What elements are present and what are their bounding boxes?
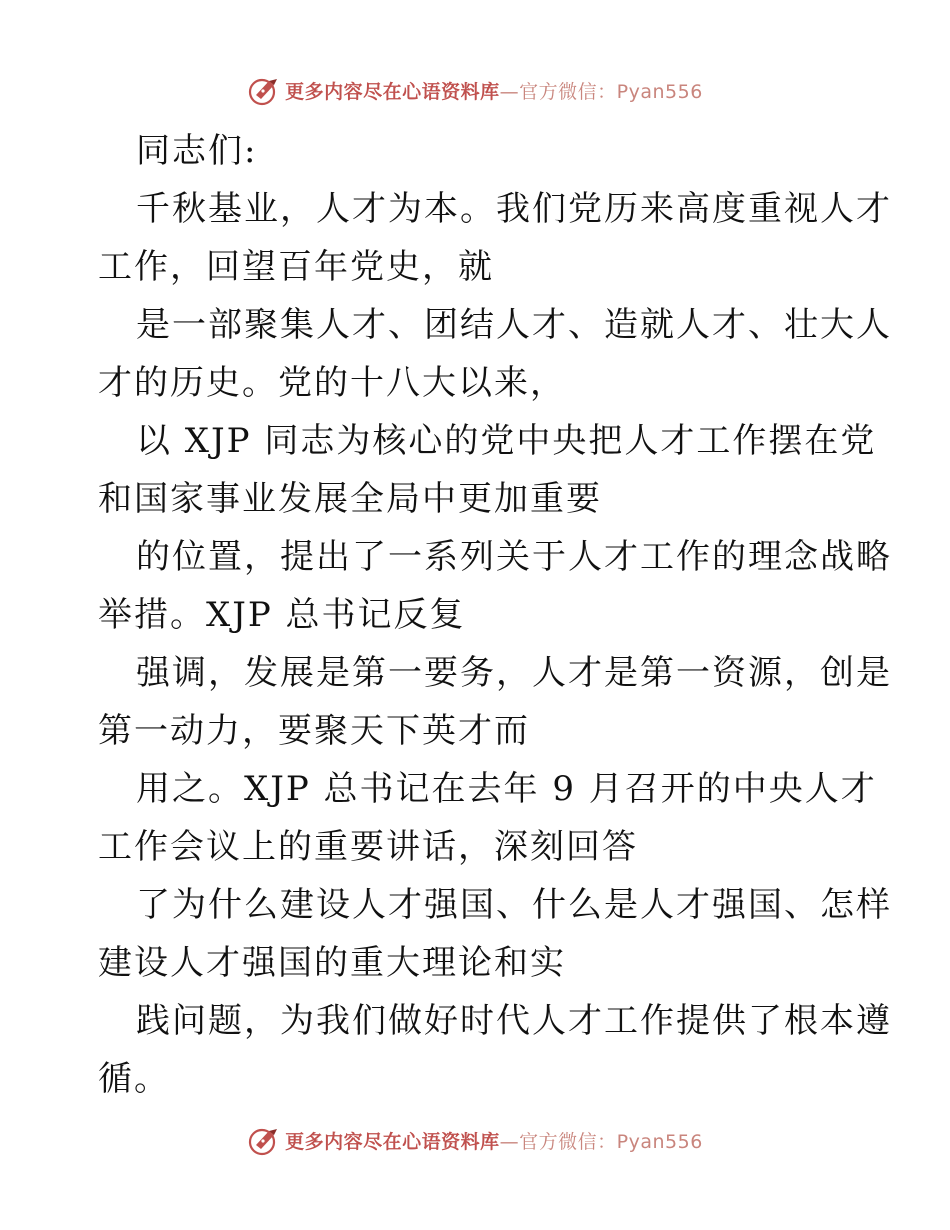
banner-wechat-text: 官方微信：Pyan556: [519, 80, 703, 103]
paragraph-line: 了为什么建设人才强国、什么是人才强国、怎样: [136, 885, 892, 925]
banner-wechat-text: 官方微信：Pyan556: [519, 1130, 703, 1153]
pen-nib-logo-icon: [247, 1123, 281, 1157]
paragraph-line: 建设人才强国的重大理论和实: [98, 943, 566, 983]
footer-banner-text: [285, 1127, 703, 1154]
paragraph-line: 才的历史。党的十八大以来，: [98, 363, 566, 403]
paragraph-line: 践问题，为我们做好时代人才工作提供了根本遵: [136, 1001, 892, 1041]
document-body: [98, 122, 892, 1108]
header-banner-text: [285, 77, 703, 104]
pen-nib-logo-icon: [247, 73, 281, 107]
banner-separator: —: [499, 1130, 520, 1153]
paragraph-line: 用之。XJP 总书记在去年 9 月召开的中央人才: [136, 769, 877, 809]
footer-banner: [0, 1120, 950, 1160]
greeting-line: 同志们:: [136, 131, 258, 171]
paragraph-line: 的位置，提出了一系列关于人才工作的理念战略: [136, 537, 892, 577]
paragraph-line: 工作，回望百年党史，就: [98, 247, 494, 287]
paragraph-line: 以 XJP 同志为核心的党中央把人才工作摆在党: [136, 421, 877, 461]
paragraph-line: 工作会议上的重要讲话，深刻回答: [98, 827, 638, 867]
paragraph-line: 千秋基业，人才为本。我们党历来高度重视人才: [136, 189, 892, 229]
paragraph-line: 和国家事业发展全局中更加重要: [98, 479, 602, 519]
paragraph-line: 是一部聚集人才、团结人才、造就人才、壮大人: [136, 305, 892, 345]
paragraph-line: 举措。XJP 总书记反复: [98, 595, 466, 635]
paragraph-line: 循。: [98, 1059, 170, 1099]
banner-brand-text: 更多内容尽在心语资料库: [285, 80, 500, 103]
banner-brand-text: 更多内容尽在心语资料库: [285, 1130, 500, 1153]
header-banner: [0, 70, 950, 110]
banner-separator: —: [499, 80, 520, 103]
paragraph-line: 强调，发展是第一要务，人才是第一资源，创是: [136, 653, 892, 693]
paragraph-line: 第一动力，要聚天下英才而: [98, 711, 530, 751]
